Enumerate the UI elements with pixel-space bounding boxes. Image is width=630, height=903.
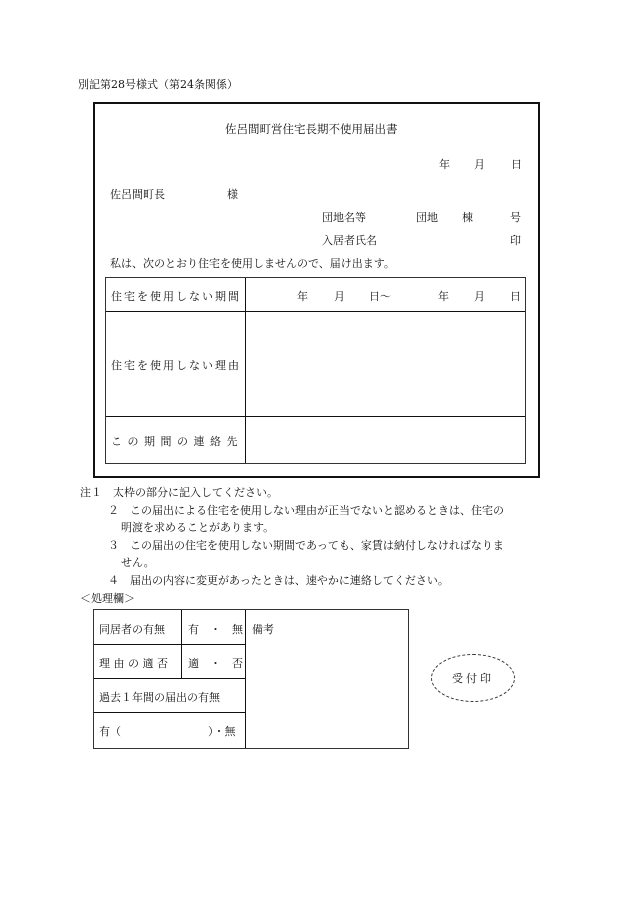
addressee-honorific: 様: [227, 188, 238, 201]
period-year-end: 年: [438, 290, 449, 303]
date-month-label: 月: [474, 158, 485, 171]
period-month-end: 月: [474, 290, 485, 303]
statement: 私は、次のとおり住宅を使用しませんので、届け出ます。: [110, 257, 395, 270]
note-3-line-1: ３ この届出の住宅を使用しない期間であっても、家賃は納付しなければなりま: [108, 539, 504, 552]
period-year-start: 年: [297, 290, 308, 303]
period-day-start: 日～: [369, 290, 391, 303]
processing-heading: ＜処理欄＞: [80, 592, 135, 605]
note-3-line-2: せん。: [121, 556, 155, 569]
remarks-label: 備考: [252, 623, 274, 636]
resident-label: 入居者氏名: [322, 234, 377, 247]
past-year-value-left: 有（: [99, 725, 121, 738]
reason-label: 住宅を使用しない理由: [111, 359, 241, 372]
tou-unit: 棟: [462, 211, 473, 224]
reception-stamp-label: 受付印: [452, 672, 494, 685]
period-label: 住宅を使用しない期間: [111, 290, 241, 303]
period-day-end: 日: [510, 290, 521, 303]
past-year-value-right: ）・無: [208, 725, 236, 738]
cohabitant-label: 同居者の有無: [99, 623, 165, 636]
date-day-label: 日: [511, 158, 522, 171]
gou-unit: 号: [510, 211, 521, 224]
reason-approval-label: 理由の適否: [99, 657, 172, 670]
period-month-start: 月: [334, 290, 345, 303]
note-2-line-1: ２ この届出による住宅を使用しない理由が正当でないと認めるときは、住宅の: [108, 504, 504, 517]
past-year-label: 過去１年間の届出の有無: [99, 691, 220, 704]
note-1: 注１ 太枠の部分に記入してください。: [80, 486, 278, 499]
form-number-note: 別記第28号様式（第24条関係）: [78, 78, 238, 91]
cohabitant-value: 有 ・ 無: [188, 623, 243, 636]
seal-mark: 印: [510, 234, 521, 247]
danchi-unit: 団地: [416, 211, 438, 224]
note-4: ４ 届出の内容に変更があったときは、速やかに連絡してください。: [108, 574, 449, 587]
addressee: 佐呂間町長: [110, 188, 165, 201]
reason-approval-value: 適 ・ 否: [188, 657, 243, 670]
note-2-line-2: 明渡を求めることがあります。: [121, 521, 275, 534]
contact-label: この期間の連絡先: [111, 435, 243, 448]
date-year-label: 年: [439, 158, 450, 171]
form-title: 佐呂間町営住宅長期不使用届出書: [225, 122, 398, 136]
danchi-label: 団地名等: [322, 211, 366, 224]
